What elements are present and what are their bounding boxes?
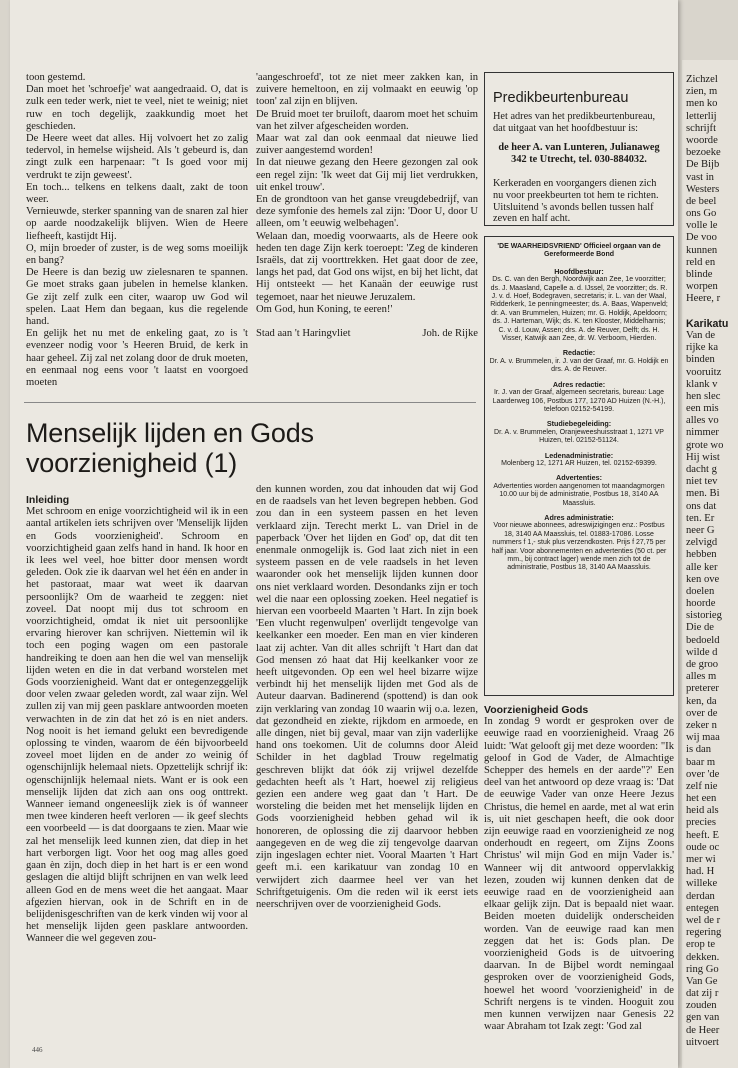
paragraph: En toch... telkens en telkens daalt, zakt de toon weer. bbox=[26, 181, 248, 206]
adjacent-page-line: dacht g bbox=[686, 464, 717, 475]
adjacent-page-line: regering bbox=[686, 927, 722, 939]
page-mark: 446 bbox=[32, 1046, 43, 1054]
paragraph: Dan moet het 'schroefje' wat aangedraaid. O, dat is zulk een teder werk, niet te veel, niet te weinig; niet ruw en toch degelijk, zaakkundig moet het geschieden. bbox=[26, 84, 248, 132]
section-divider bbox=[24, 402, 476, 403]
adjacent-page-line: kunnen bbox=[686, 244, 718, 256]
paragraph: Vernieuwde, sterker spanning van de snaren zal hier op aarde noodzakelijk blijven. Wien de Heere liefheeft, kastijdt Hij. bbox=[26, 206, 248, 242]
adjacent-page-line: entegen bbox=[686, 902, 719, 914]
box-title: Predikbeurtenbureau bbox=[493, 90, 629, 106]
box-address: de heer A. van Lunteren, Julianaweg 342 te Utrecht, tel. 030-884032. bbox=[498, 142, 660, 166]
paragraph: En de grondtoon van het ganse vreugdebedrijf, van deze symfonie des hemels zal zijn: 'Door U, door U alleen, om 't eeuwig welbehagen'. bbox=[256, 194, 478, 230]
adjacent-page-line: Heere, r bbox=[686, 293, 721, 305]
colofon-section bbox=[489, 452, 669, 469]
paragraph: Om God, hun Koning, te eeren!' bbox=[256, 303, 393, 315]
adjacent-page-line: schrijft bbox=[686, 122, 717, 134]
adjacent-page-line: uitvoert bbox=[686, 1036, 719, 1048]
adjacent-page-line: volle le bbox=[686, 220, 718, 232]
adjacent-page-line: rijke ka bbox=[686, 342, 719, 354]
paragraph: 'aangeschroefd', tot ze niet meer zakken kan, in zuivere hemeltoon, en zij volmaakt en eeuwig 'op toon' zal zijn en blijven. bbox=[256, 72, 478, 108]
adjacent-page-line: De Bijb bbox=[686, 159, 720, 171]
adjacent-page-line: ken, da bbox=[686, 695, 717, 707]
signature-name: Joh. de Rijke bbox=[422, 328, 478, 340]
adjacent-page-line: nimmer bbox=[686, 427, 719, 439]
section-subheading: Voorzienigheid Gods bbox=[484, 704, 589, 716]
adjacent-page-line: ten. Er bbox=[686, 512, 715, 524]
adjacent-page-line: reld en bbox=[686, 256, 716, 268]
adjacent-page-line: bedoeld bbox=[686, 634, 720, 646]
column-2 bbox=[256, 72, 478, 340]
article-subheading: Inleiding bbox=[26, 494, 70, 506]
adjacent-page-line: Karikatu bbox=[686, 317, 729, 330]
paragraph: den kunnen worden, zou dat inhouden dat wij God en de raadsels van het leven begrepen hebben. God zou dan in een systeem passen en het leven verklaard zijn. Terecht merkt L. van Driel in de paperback 'Over het lijden en God' op, dat dit ten enenmale onmogelijk is. God laat zich niet in een systeem passen en de vele raadsels in het leven waaronder ook het menselijk lijden kunnen door ons niet verklaard worden. Desondanks zijn er toch wel die naar een oplossing zoeken. Heel negatief is hiervan een voorbeeld Maarten 't Hart. In zijn boek 'Een vlucht regenwulpen' overlijdt tengevolge van keelkanker een moeder. Een man en vier kinderen laat zij achter. Van dit alles schrijft 't Hart dan dat God mensen zó haat dat Hij keelkanker voor ze heeft uitgevonden. Op een wel heel bizarre wijze verbindt hij het menselijk lijden met God als de Auteur daarvan. Badinerend (spottend) is dan ook zijn verklaring van zondag 10 waarin wij o.a. lezen, dat gezondheid en ziekte, rijkdom en armoede, en alle dingen, niet bij geval, maar van zijn vaderlijke hand ons toekomen. Uit de columns door Aleid Schilder in het dagblad Trouw regelmatig geschreven blijkt dat óók zij vrijwel dezelfde gedachten heeft als 't Hart, hoewel zij religieus gezien een andere weg gaat dan 't Hart. De worsteling die beiden met het menselijk lijden en Gods voorzienigheid hebben gehad wil ik honoreren, de oplossing die zij daarvoor hebben aangegeven en de weg die zij tengevolge daarvan zijn ingeslagen echter niet. Vooral Maarten 't Hart geeft m.i. een karikatuur van zondag 10 en verwijdert zich daarmee heel ver van het Schriftgetuigenis. Om die reden wil ik eerst iets neerschrijven over de voorzienigheid Gods. bbox=[256, 484, 478, 910]
adjacent-page-line: gen van bbox=[686, 1012, 720, 1024]
colofon-section-text: Molenberg 12, 1271 AR Huizen, tel. 02152-69399. bbox=[501, 459, 657, 467]
adjacent-page-line: men. Bi bbox=[686, 488, 720, 500]
adjacent-page-line: Van Ge bbox=[686, 975, 718, 987]
colofon-section-text: Ds. C. van den Bergh, Noordwijk aan Zee, 1e voorzitter; ds. J. Maasland, Capelle a. d. IJssel, 2e voorzitter; ds. R. J. v. d. Hoef, Bodegraven, secretaris; ir. L. van der Waal, Ridderkerk, 1e penningmeester; ds. A. Baas, Wapenveld; dr. A. van Brummelen, Huizen; mr. G. Holdijk, Apeldoorn; ds. J. Harteman, Wijk; ds. K. ten Klooster, Middelharnis; C. v. d. Louw, Assen; drs. A. de Reuver, Delft; ds. H. Visser, Katwijk aan Zee, dr. W. Verboom, Hierden. bbox=[490, 276, 668, 343]
colofon-section-title: Adres redactie: bbox=[552, 379, 606, 389]
adjacent-page-text bbox=[686, 74, 738, 1049]
adjacent-page-line: Van de bbox=[686, 329, 716, 341]
adjacent-page-line: men ko bbox=[686, 98, 718, 110]
paragraph: Met schroom en enige voorzichtigheid wil ik in een aantal artikelen iets schrijven over 'Menselijk lijden en Gods voorzienigheid'. Schroom en voorzichtigheid gaan zelfs hand in hand. Ik hoor en ik lees wel veel, hoe bitter door mensen wordt geleden. Ook zie ik daarvan wel het één en ander in het pastoraat, maar wat weet ik daarvan persoonlijk? Om de waarheid te zeggen: niet zoveel. Dat noopt mij dus tot schroom en voorzichtigheid, omdat ik niet uit persoonlijke ervaring hierover kan schrijven. Niettemin wil ik toch een poging wagen om een pastorale handreiking te doen aan hen die wel van menselijk lijden weten en die in dat verband worstelen met Gods voorzienigheid. Want dat er ontegenzeggelijk door velen zwaar geleden wordt, zal waar zijn. Wel zullen zij van mij geen pasklare antwoorden moeten verwachten in de zin dat het zó is en niet anders. Nog nooit is het iemand gelukt een bevredigende oplossing te vinden, waarom de één bijvoorbeeld zoveel moet lijden en de ander zo weinig óf ogenschijnlijk helemaal niets. Opzettelijk schrijf ik: ogenschijnlijk helemaal niets. Want er is ook een menselijk lijden dat zich aan ons oog onttrekt. Wanneer iemand ongeneeslijk ziek is óf wanneer men twee kinderen heeft verloren — ik geef slechts een voorbeeld — is dat doorgaans te zien. Maar wie zal het menselijk leed kunnen zien, dat diep in het hart verborgen ligt. Voor het oog mag alles goed gaan èn zijn, doch diep in het hart is er een wond geslagen die altijd blijft schrijnen en van welk leed alleen God en de mens weet die het aangaat. Maar afgezien hiervan, ook in de Schrift en in de belijdenisgeschriften van de kerk vinden wij voor al het menselijk lijden geen pasklare antwoorden. Wanneer die wel gegeven zou- bbox=[26, 506, 248, 945]
predikbeurten-box bbox=[484, 72, 674, 226]
adjacent-page-line: precies bbox=[686, 817, 716, 829]
adjacent-page-line: vooruitz bbox=[686, 366, 722, 378]
adjacent-page-line: sistorieg bbox=[686, 610, 722, 622]
adjacent-page-line: ons dat bbox=[686, 500, 717, 512]
paragraph: De Heere weet dat alles. Hij volvoert het zo zalig tedervol, in hemelse wijsheid. Als 't gebeurd is, dan zingt zulk een harpenaar: "t Is goed voor mij verdrukt te zijn geweest'. bbox=[26, 133, 248, 181]
adjacent-page-line: Westers bbox=[686, 183, 720, 195]
adjacent-page-line: had. H bbox=[686, 866, 715, 878]
colofon-section-title: Redactie: bbox=[562, 348, 596, 358]
adjacent-page-line: oude oc bbox=[686, 841, 720, 853]
adjacent-page-line: doelen bbox=[686, 585, 715, 597]
adjacent-page-line: wilde d bbox=[686, 646, 718, 658]
adjacent-page-line: blinde bbox=[686, 269, 713, 280]
colofon-section bbox=[489, 349, 669, 374]
colofon-section bbox=[489, 474, 669, 508]
paragraph: O, mijn broeder of zuster, is de weg soms moeilijk en bang? bbox=[26, 242, 248, 267]
adjacent-page-line: Zichzel bbox=[686, 74, 718, 85]
adjacent-page-line: bezoeke bbox=[686, 147, 721, 159]
colofon-section bbox=[489, 420, 669, 445]
paragraph: Welaan dan, moedig voorwaarts, als de Heere ook heden ten dage Zijn kerk toeroept: 'Zeg de kinderen Israëls, dat zij voorttrekken. Het gaat door de zee, langs het pad, dat God ons wijst, en bij het licht, dat Hij ontsteekt — het Kanaän der eeuwige rust tegemoet, naar het nieuwe Jeruzalem. bbox=[256, 230, 478, 303]
column-1 bbox=[26, 72, 248, 389]
article-headline: Menselijk lijden en Gods voorzienigheid (1) bbox=[26, 418, 314, 478]
adjacent-page-line: vast in bbox=[686, 171, 714, 183]
adjacent-page-line: de beel bbox=[686, 195, 717, 207]
colofon-section bbox=[489, 514, 669, 573]
colofon-section-text: Ir. J. van der Graaf, algemeen secretaris, bureau: Lage Laarderweg 106, Postbus 177, 1270 AD Huizen (N.-H.), telefoon 02152-54199. bbox=[492, 389, 666, 413]
adjacent-page-line: De voo bbox=[686, 232, 717, 244]
adjacent-page-line: woorde bbox=[686, 134, 718, 146]
adjacent-page-line: een mis bbox=[686, 403, 719, 415]
adjacent-page-line: het een bbox=[686, 793, 717, 805]
paragraph: In dat nieuwe gezang den Heere gezongen zal ook een regel zijn: 'Ik weet dat Gij mij liet verdrukken, uit enkel trouw'. bbox=[256, 157, 478, 193]
colofon-section-title: Adres administratie: bbox=[544, 512, 614, 522]
adjacent-page-line: niet tev bbox=[686, 476, 718, 488]
adjacent-page-line: alles vo bbox=[686, 415, 719, 427]
signature-place: Stad aan 't Haringvliet bbox=[256, 328, 351, 340]
colofon-masthead: 'DE WAARHEIDSVRIEND' Officieel orgaan van de Gereformeerde Bond bbox=[497, 243, 661, 259]
adjacent-page-line: hebben bbox=[686, 549, 717, 561]
adjacent-page-line: ring Go bbox=[686, 963, 719, 975]
column-5 bbox=[484, 704, 674, 1033]
signature bbox=[256, 328, 478, 340]
adjacent-page-line: zouden bbox=[686, 1000, 717, 1012]
colofon-section-text: Voor nieuwe abonnees, adreswijzigingen enz.: Postbus 18, 3140 AA Maassluis, tel. 01883-17086. Losse nummers f 1,- stuk plus verzendkosten. Prijs f 27,75 per half jaar. Voor abonnementen en advertenties (50 ct. per mm., bij contract lager) wende men zich tot de administratie, Postbus 18, 3140 AA Maassluis. bbox=[491, 522, 667, 572]
paragraph: Maar wat zal dan ook eenmaal dat nieuwe lied zuiver aangestemd worden! bbox=[256, 133, 478, 157]
paragraph: En gelijk het nu met de enkeling gaat, zo is 't evenzeer nodig voor 's Heeren Bruid, de kerk in haar geheel. Zij zal net zolang door de druk moeten, en eenmaal nog eens voor 't laatst en voorgoed moeten bbox=[26, 328, 248, 389]
paragraph: De Bruid moet ter bruiloft, daarom moet het schuim van het zilver afgescheiden worden. bbox=[256, 108, 478, 132]
colofon-section-text: Dr. A. v. Brummelen, Oranjeweeshuisstraat 1, 1271 VP Huizen, tel. 02152-51124. bbox=[494, 428, 664, 445]
adjacent-page-line: erop te bbox=[686, 939, 716, 951]
adjacent-page-line: zien, m bbox=[686, 86, 718, 98]
adjacent-page-line: heid als bbox=[686, 805, 719, 817]
adjacent-page-line: dekken. bbox=[686, 951, 720, 963]
adjacent-page-line bbox=[686, 306, 738, 318]
box-intro: Het adres van het predikbeurtenbureau, dat uitgaat van het hoofdbestuur is: bbox=[493, 110, 656, 134]
paragraph: toon gestemd. bbox=[26, 72, 86, 83]
colofon-box bbox=[484, 236, 674, 696]
adjacent-page-line: worpen bbox=[686, 281, 718, 293]
adjacent-page-line: de groo bbox=[686, 659, 719, 670]
adjacent-page-line: binden bbox=[686, 354, 715, 366]
adjacent-page-line: hoorde bbox=[686, 598, 716, 610]
adjacent-page-line: willeke bbox=[686, 878, 718, 890]
adjacent-page-line: baar m bbox=[686, 756, 716, 768]
adjacent-page-line: alle ker bbox=[686, 561, 718, 573]
adjacent-page-line: is dan bbox=[686, 744, 712, 756]
adjacent-page-line: alles m bbox=[686, 671, 717, 683]
adjacent-page-line: derdan bbox=[686, 890, 715, 902]
column-3 bbox=[26, 494, 248, 946]
adjacent-page-line: ons Go bbox=[686, 208, 717, 220]
adjacent-page-line: over 'de bbox=[686, 768, 720, 780]
colofon-section-title: Hoofdbestuur: bbox=[554, 266, 604, 276]
adjacent-page-line: letterlij bbox=[686, 110, 717, 122]
adjacent-page-line: Hij wist bbox=[686, 451, 720, 463]
box-note: Kerkeraden en voorgangers dienen zich nu voor preekbeurten tot hem te richten. Uitsluitend 's avonds bellen tussen half zeven en half acht. bbox=[493, 177, 659, 225]
adjacent-page-line: hen slec bbox=[686, 390, 721, 402]
adjacent-page-line: grote wo bbox=[686, 439, 724, 451]
adjacent-page-line: neer G bbox=[686, 524, 715, 536]
adjacent-page-line: de Heer bbox=[686, 1024, 720, 1036]
colofon-section-title: Studiebegeleiding: bbox=[546, 419, 612, 429]
paragraph: In zondag 9 wordt er gesproken over de eeuwige raad en voorzienigheid. Vraag 26 luidt: 'Wat gelooft gij met deze woorden: "Ik geloof in God de Vader, de Almachtige Schepper des hemels en der aarde"?' Een deel van het antwoord op deze vraag is: 'Dat de eeuwige Vader van onze Heere Jezus Christus, die hemel en aarde, met al wat erin is, uit niet geschapen heeft, die ook door zijn eeuwige raad en voorzienigheid ze nog onderhoudt en regeert, om Zijns Zoons Christus' wil mijn God en mijn Vader is.' Wanneer wij dit antwoord oppervlakkig lezen, zouden wij kunnen denken dat de eeuwige raad en de voorzienigheid aan elkaar gelijk zijn. Dat is bepaald niet waar. Beiden moeten duidelijk onderscheiden worden. Van de eeuwige raad kan men zeggen dat het is: Gods plan. De voorzienigheid Gods is de uitvoering daarvan. In de Bijbel wordt nemingaal gesproken over de voorzienigheid Gods, hoewel het woord 'voorzienigheid' in de Schrift nergens is te vinden. Hooguit zou men kunnen verwijzen naar Genesis 22 waar Abraham tot Izak zegt: 'God zal bbox=[484, 716, 674, 1033]
colofon-section-title: Ledenadministratie: bbox=[544, 450, 614, 460]
adjacent-page-line: klank v bbox=[686, 378, 718, 390]
adjacent-page-line: wel de r bbox=[686, 914, 721, 926]
adjacent-page-line: preterer bbox=[686, 683, 719, 695]
colofon-section-text: Advertenties worden aangenomen tot maandagmorgen 10.00 uur bij de administratie, Postbus 18, 3140 AA Maassluis. bbox=[493, 482, 665, 507]
newspaper-page bbox=[10, 0, 678, 1068]
adjacent-page-line: Die de bbox=[686, 622, 714, 634]
adjacent-page-line: mer wi bbox=[686, 854, 716, 865]
adjacent-page-line: zelf nie bbox=[686, 780, 718, 792]
adjacent-page-line: dat zij r bbox=[686, 988, 719, 1000]
adjacent-page-line: wij maa bbox=[686, 732, 720, 744]
adjacent-page-line: over de bbox=[686, 707, 718, 719]
adjacent-page-line: zelvigd bbox=[686, 537, 718, 549]
colofon-section bbox=[489, 268, 669, 344]
colofon-section-title: Advertenties: bbox=[556, 473, 602, 483]
adjacent-page bbox=[682, 60, 738, 1068]
column-4 bbox=[256, 484, 478, 911]
adjacent-page-line: heeft. E bbox=[686, 829, 719, 841]
colofon-section-text: Dr. A. v. Brummelen, ir. J. van der Graaf, mr. G. Holdijk en drs. A. de Reuver. bbox=[489, 357, 669, 374]
adjacent-page-line: zeker n bbox=[686, 719, 717, 731]
adjacent-page-line: ken ove bbox=[686, 573, 720, 585]
colofon-section bbox=[489, 381, 669, 415]
paragraph: De Heere is dan bezig uw zielesnaren te spannen. Ge moet straks gaan jubelen in hemelse klanken. Ge zijt zelf zulk een citer, waarop uw God wil spelen. Laat Hem dan begaan, kus die regelende hand. bbox=[26, 267, 248, 328]
